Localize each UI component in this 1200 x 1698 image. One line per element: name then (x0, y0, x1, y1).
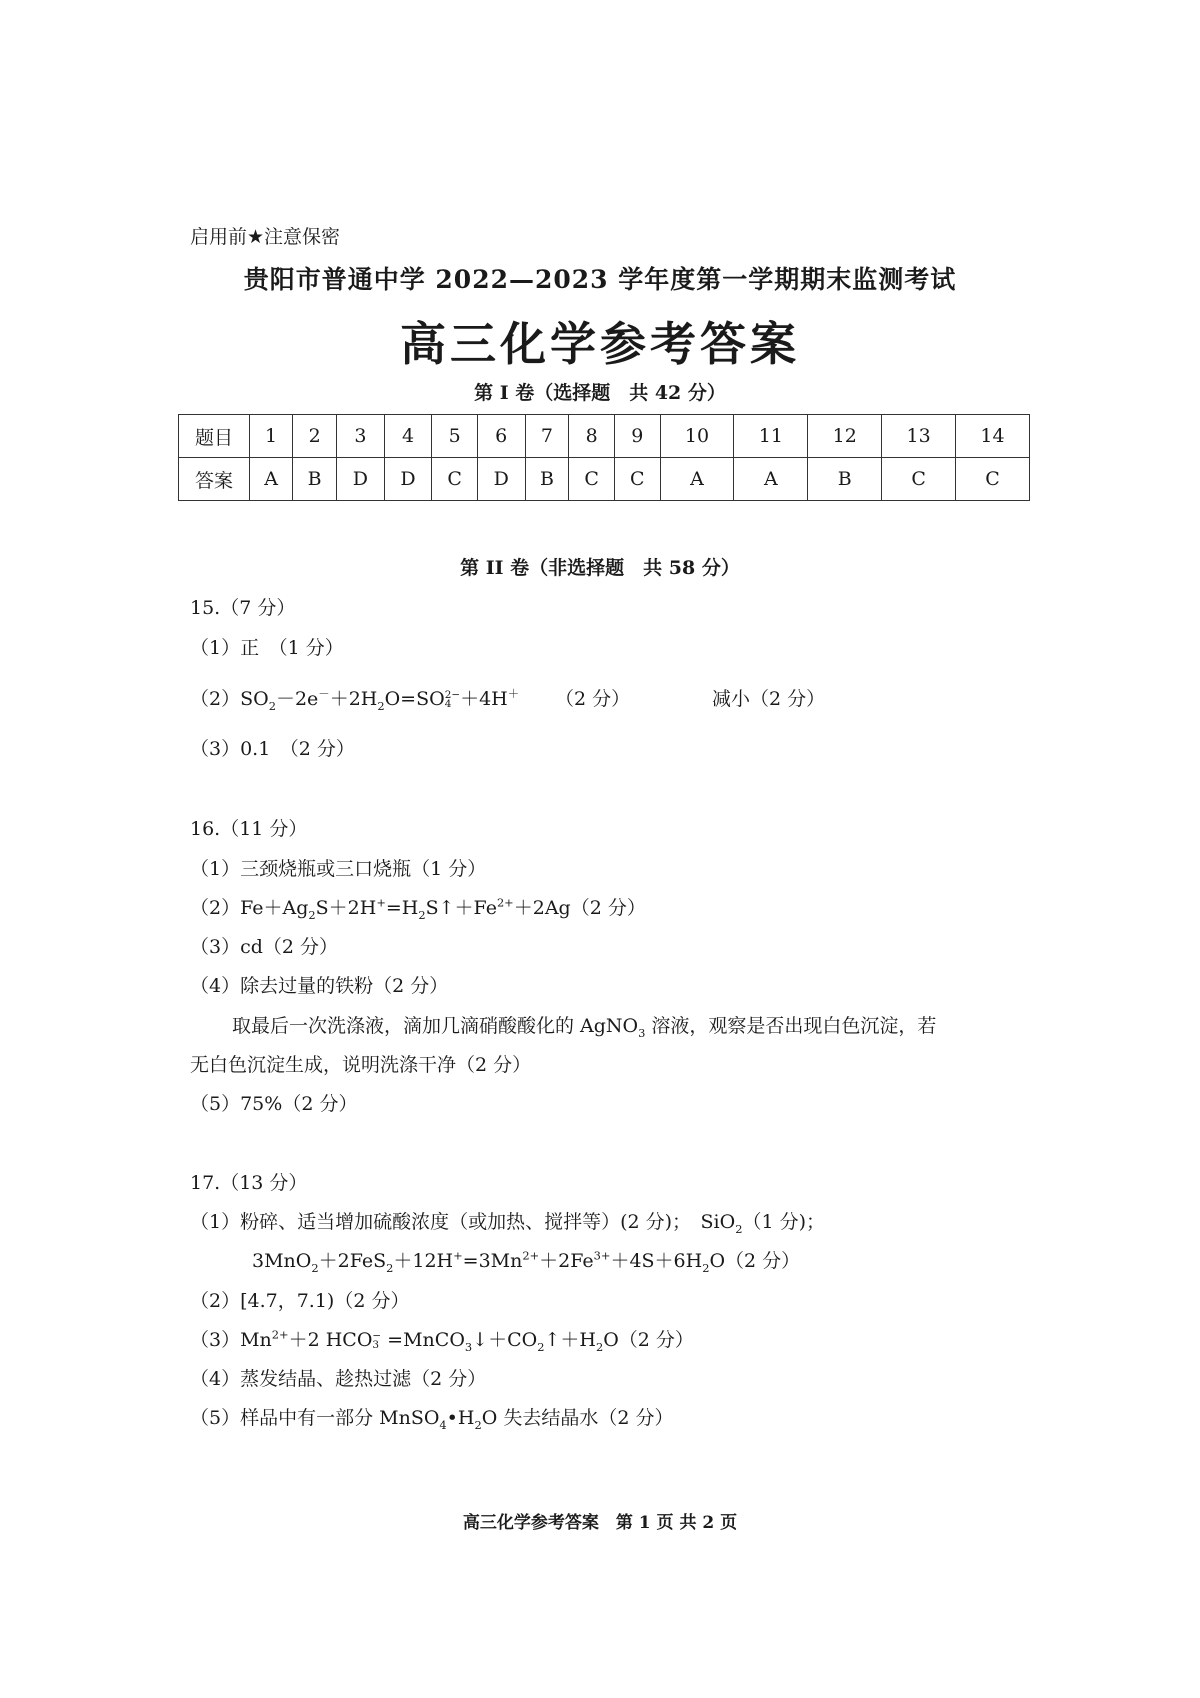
q17-heading: 17.（13 分） (190, 1172, 308, 1194)
answer-cell: C (882, 458, 956, 501)
q17-part1: （1）粉碎、适当增加硫酸浓度（或加热、搅拌等）(2 分)； SiO$_2$（1 分)； (190, 1211, 826, 1236)
question-cell: 5 (432, 415, 478, 458)
q16-part4-detail: 取最后一次洗涤液，滴加几滴硝酸酸化的 AgNO$_3$ 溶液，观察是否出现白色沉淀，若 (232, 1015, 937, 1040)
q15-heading: 15.（7 分） (190, 597, 296, 619)
q16-part3: （3）cd（2 分） (190, 936, 339, 958)
q15-part1: （1）正 （1 分） (190, 637, 344, 659)
question-cell: 8 (569, 415, 615, 458)
section1-title: 第 I 卷（选择题 共 42 分） (474, 382, 726, 404)
page-title: 高三化学参考答案 (400, 317, 800, 371)
question-cell: 1 (250, 415, 293, 458)
question-cell: 3 (337, 415, 385, 458)
answer-cell: C (615, 458, 661, 501)
q16-part5: （5）75%（2 分） (190, 1093, 358, 1115)
question-cell: 2 (293, 415, 337, 458)
q17-part1-equation: $3MnO_2+2FeS_2+12H^+=3Mn^{2+}+2Fe^{3+}+4S+6H_2O(2$ 分） (252, 1248, 801, 1275)
q17-part4: （4）蒸发结晶、趁热过滤（2 分） (190, 1368, 487, 1390)
q17-part2: （2）[4.7，7.1)（2 分） (190, 1290, 410, 1312)
answer-cell: B (525, 458, 569, 501)
question-cell: 13 (882, 415, 956, 458)
question-cell: 9 (615, 415, 661, 458)
question-cell: 6 (477, 415, 525, 458)
q16-part2: $(2)Fe+Ag_2S+2H^+=H_2S↑+Fe^{2+}+2Ag(2$ 分） (190, 895, 646, 922)
answer-cell: D (477, 458, 525, 501)
question-row (179, 415, 1030, 458)
answer-cell: B (808, 458, 882, 501)
answer-cell: A (734, 458, 808, 501)
answer-cell: B (293, 458, 337, 501)
question-row-label: 题目 (179, 415, 250, 458)
answer-cell: C (569, 458, 615, 501)
question-cell: 12 (808, 415, 882, 458)
q17-part3: $(3)Mn^{2+}+2$ HCO − 3 $=MnCO_3↓+CO_2↑+H_2O(2$ 分） (190, 1327, 694, 1354)
q16-part4-detail-line2: 无白色沉淀生成，说明洗涤干净（2 分） (190, 1054, 532, 1076)
answer-cell: C (956, 458, 1030, 501)
q15-part2-right: 减小（2 分） (712, 688, 826, 710)
confidential-label: 启用前★注意保密 (190, 226, 341, 248)
exam-name: 贵阳市普通中学 2022—2023 学年度第一学期期末监测考试 (243, 265, 957, 294)
question-cell: 10 (660, 415, 734, 458)
answer-cell: D (337, 458, 385, 501)
answer-table (178, 414, 1030, 501)
answer-cell: A (250, 458, 293, 501)
q15-part2-points: （2 分） (555, 688, 631, 710)
q17-part5: （5）样品中有一部分 $MnSO_4•H_2O$ 失去结晶水（2 分） (190, 1407, 674, 1432)
q16-part1: （1）三颈烧瓶或三口烧瓶（1 分） (190, 858, 487, 880)
q15-part2-equation: $(2)SO_2-2e^-+2H_2O=SO$ 2− 4 ＋4H＋ (190, 686, 520, 713)
answer-cell: D (384, 458, 432, 501)
section2-title: 第 II 卷（非选择题 共 58 分） (460, 557, 740, 579)
q16-heading: 16.（11 分） (190, 818, 308, 840)
question-cell: 7 (525, 415, 569, 458)
q15-part3: （3）0.1 （2 分） (190, 738, 355, 760)
answer-row (179, 458, 1030, 501)
answer-row-label: 答案 (179, 458, 250, 501)
question-cell: 11 (734, 415, 808, 458)
question-cell: 14 (956, 415, 1030, 458)
q16-part4: （4）除去过量的铁粉（2 分） (190, 975, 449, 997)
answer-cell: C (432, 458, 478, 501)
page-footer: 高三化学参考答案 第 1 页 共 2 页 (462, 1513, 738, 1533)
question-cell: 4 (384, 415, 432, 458)
answer-cell: A (660, 458, 734, 501)
